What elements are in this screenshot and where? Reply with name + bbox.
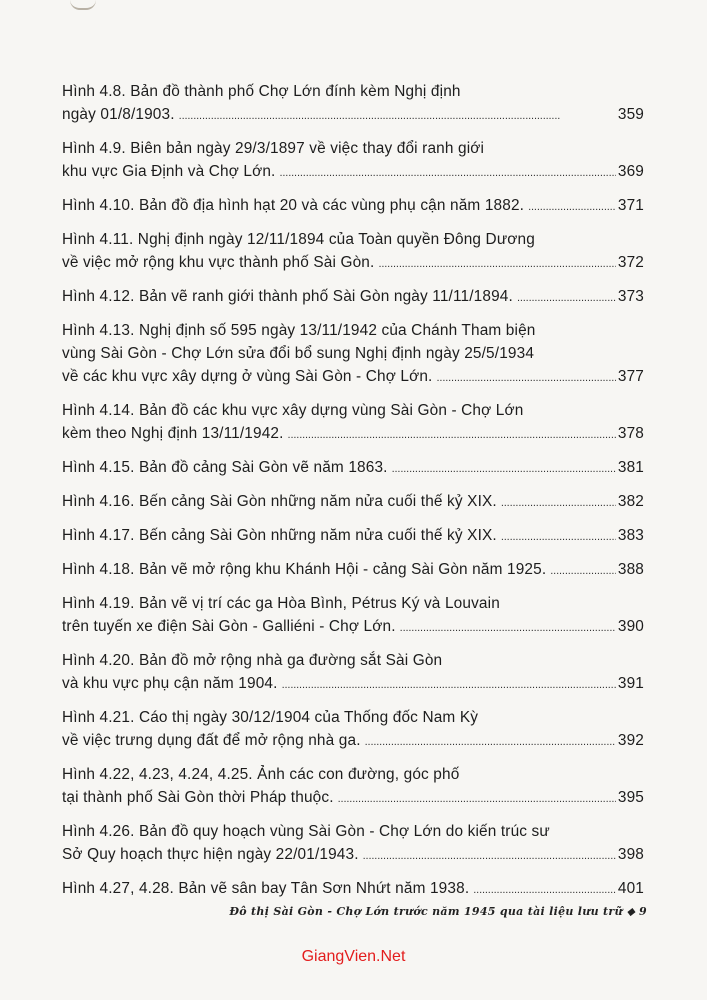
toc-entry[interactable] [62,490,644,515]
entry-last-line [62,365,644,390]
toc-entry[interactable] [62,285,644,310]
toc-entry[interactable] [62,820,644,868]
entry-text-line: về việc mở rộng khu vực thành phố Sài Gòn. [62,254,375,271]
dot-leader [338,788,616,811]
dot-leader [365,731,616,754]
entry-last-line [62,490,644,515]
page-number: 390 [617,618,644,635]
entry-last-line [62,786,644,811]
entry-last-line [62,877,644,902]
dot-leader [517,287,616,310]
dot-leader [279,162,615,185]
running-footer: Đô thị Sài Gòn - Chợ Lớn trước năm 1945 qua tài liệu lưu trữ ⬥ 9 [229,905,647,918]
entry-text-line: trên tuyến xe điện Sài Gòn - Galliéni - Chợ Lớn. [62,618,396,635]
entry-last-line [62,672,644,697]
dot-leader [363,845,616,868]
entry-text-line: về việc trưng dụng đất để mở rộng nhà ga. [62,732,361,749]
entry-last-line [62,194,644,219]
entry-text-line: Hình 4.17. Bến cảng Sài Gòn những năm nửa cuối thế kỷ XIX. [62,527,497,544]
entry-last-line [62,422,644,447]
toc-entry[interactable] [62,877,644,902]
page-number: 388 [617,561,644,578]
watermark: GiangVien.Net [301,948,406,965]
toc-entry[interactable] [62,399,644,447]
dot-leader [288,424,616,447]
entry-last-line [62,843,644,868]
entry-text-line: Hình 4.8. Bản đồ thành phố Chợ Lớn đính kèm Nghị định [62,83,461,100]
page-number: 369 [617,163,644,180]
entry-text-line: kèm theo Nghị định 13/11/1942. [62,425,284,442]
dot-leader [392,458,616,481]
dot-leader [437,367,616,390]
entry-last-line [62,729,644,754]
entry-text-line: và khu vực phụ cận năm 1904. [62,675,278,692]
entry-text-line: vùng Sài Gòn - Chợ Lớn sửa đổi bổ sung Nghị định ngày 25/5/1934 [62,345,535,362]
toc-entry[interactable] [62,706,644,754]
toc-entry[interactable] [62,456,644,481]
entry-last-line [62,251,644,276]
page-number: 359 [617,106,644,123]
entry-text-line: Hình 4.19. Bản vẽ vị trí các ga Hòa Bình, Pétrus Ký và Louvain [62,595,500,612]
dot-leader [400,617,616,640]
page-edge-mark [70,0,96,10]
entry-last-line [62,558,644,583]
page-number: 377 [617,368,644,385]
toc-entry[interactable] [62,137,644,185]
entry-last-line [62,456,644,481]
entry-text-line: Hình 4.15. Bản đồ cảng Sài Gòn vẽ năm 1863. [62,459,388,476]
entry-text-line: Hình 4.20. Bản đồ mở rộng nhà ga đường sắt Sài Gòn [62,652,443,669]
dot-leader [501,526,616,549]
entry-text-line: tại thành phố Sài Gòn thời Pháp thuộc. [62,789,334,806]
entry-text-line: về các khu vực xây dựng ở vùng Sài Gòn - Chợ Lớn. [62,368,433,385]
toc-entry[interactable] [62,194,644,219]
page-number: 395 [617,789,644,806]
entry-text-line: Hình 4.18. Bản vẽ mở rộng khu Khánh Hội - cảng Sài Gòn năm 1925. [62,561,547,578]
entry-text-line: Hình 4.26. Bản đồ quy hoạch vùng Sài Gòn - Chợ Lớn do kiến trúc sư [62,823,550,840]
entry-text-line: ngày 01/8/1903. [62,106,175,123]
page-number: 378 [617,425,644,442]
entry-text-line: Hình 4.27, 4.28. Bản vẽ sân bay Tân Sơn Nhứt năm 1938. [62,880,470,897]
entry-last-line [62,615,644,640]
page-number: 371 [617,197,644,214]
entry-text-line: Hình 4.9. Biên bản ngày 29/3/1897 về việc thay đổi ranh giới [62,140,485,157]
page-number: 398 [617,846,644,863]
page-number: 392 [617,732,644,749]
toc-entry[interactable] [62,649,644,697]
entry-last-line [62,103,644,128]
entry-text-line: Hình 4.13. Nghị định số 595 ngày 13/11/1942 của Chánh Tham biện [62,322,536,339]
page-number: 383 [617,527,644,544]
dot-leader [501,492,616,515]
entry-text-line: khu vực Gia Định và Chợ Lớn. [62,163,276,180]
dot-leader [528,196,616,219]
entry-text-line: Hình 4.22, 4.23, 4.24, 4.25. Ảnh các con đường, góc phố [62,766,460,783]
dot-leader [473,879,616,902]
page-number: 372 [617,254,644,271]
entry-text-line: Hình 4.11. Nghị định ngày 12/11/1894 của Toàn quyền Đông Dương [62,231,535,248]
entry-last-line [62,285,644,310]
dot-leader [282,674,616,697]
page-number: 373 [617,288,644,305]
entry-text-line: Hình 4.21. Cáo thị ngày 30/12/1904 của Thống đốc Nam Kỳ [62,709,479,726]
page-number: 401 [617,880,644,897]
page-number: 382 [617,493,644,510]
entry-last-line [62,524,644,549]
toc-entry[interactable] [62,80,644,128]
entry-text-line: Sở Quy hoạch thực hiện ngày 22/01/1943. [62,846,359,863]
dot-leader [550,560,616,583]
entry-text-line: Hình 4.14. Bản đồ các khu vực xây dựng vùng Sài Gòn - Chợ Lớn [62,402,524,419]
page-number: 391 [617,675,644,692]
entry-last-line [62,160,644,185]
dot-leader [179,105,616,128]
entry-text-line: Hình 4.10. Bản đồ địa hình hạt 20 và các vùng phụ cận năm 1882. [62,197,525,214]
toc-entry[interactable] [62,558,644,583]
page-number: 381 [617,459,644,476]
dot-leader [378,253,615,276]
entry-text-line: Hình 4.16. Bến cảng Sài Gòn những năm nửa cuối thế kỷ XIX. [62,493,497,510]
toc-entry[interactable] [62,592,644,640]
toc-entry[interactable] [62,763,644,811]
table-of-figures [62,80,644,911]
toc-entry[interactable] [62,228,644,276]
entry-text-line: Hình 4.12. Bản vẽ ranh giới thành phố Sài Gòn ngày 11/11/1894. [62,288,513,305]
toc-entry[interactable] [62,319,644,390]
toc-entry[interactable] [62,524,644,549]
